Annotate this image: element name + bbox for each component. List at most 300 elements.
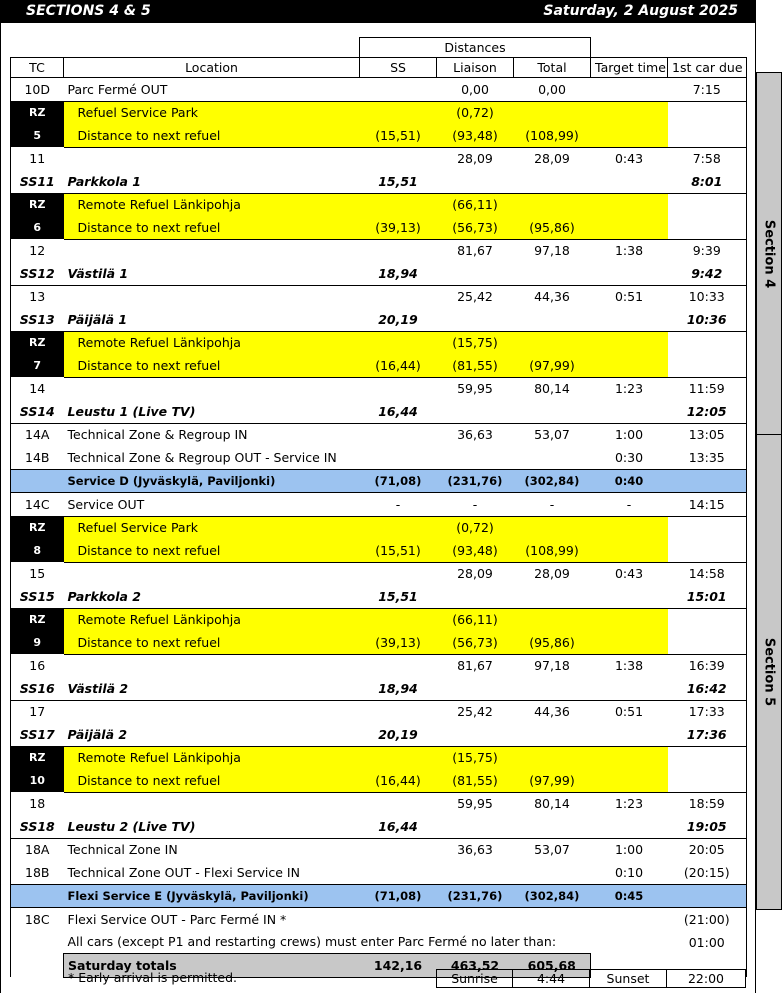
tc-cell: 13 xyxy=(11,285,64,308)
totals-ss: 142,16 xyxy=(360,954,437,978)
target-time-cell: 1:23 xyxy=(614,381,644,397)
liaison-cell: (93,48) xyxy=(437,539,514,562)
tc-cell: 10D xyxy=(11,78,64,102)
col-liaison: Liaison xyxy=(437,58,514,78)
total-cell xyxy=(514,170,591,193)
due-cell: 7:58 xyxy=(668,147,747,170)
ss-cell: 15,51 xyxy=(378,173,418,189)
liaison-cell: (0,72) xyxy=(437,516,514,539)
liaison-cell: (15,75) xyxy=(437,331,514,354)
tc-cell: 14C xyxy=(11,493,64,517)
liaison-cell: 36,63 xyxy=(437,838,514,861)
due-cell: 9:39 xyxy=(668,239,747,262)
liaison-cell: (231,76) xyxy=(437,884,514,908)
ss-cell xyxy=(360,331,437,354)
target-time-cell xyxy=(591,746,668,769)
location-cell xyxy=(64,562,360,585)
liaison-cell xyxy=(437,308,514,331)
total-cell: (97,99) xyxy=(514,354,591,377)
due-cell: 11:59 xyxy=(668,377,747,400)
sunset-label: Sunset xyxy=(589,969,667,988)
target-time-cell: - xyxy=(591,493,668,517)
tc-cell: SS14 xyxy=(11,400,64,423)
ss-cell xyxy=(360,193,437,216)
tc-cell: SS18 xyxy=(11,815,64,838)
target-time-cell xyxy=(591,815,668,838)
table-row xyxy=(11,78,747,102)
tc-cell: 9 xyxy=(11,631,64,654)
total-cell xyxy=(514,815,591,838)
col-location: Location xyxy=(64,58,360,78)
tc-cell: RZ xyxy=(11,331,64,354)
liaison-cell xyxy=(437,908,514,931)
ss-cell xyxy=(360,285,437,308)
target-time-cell: 1:00 xyxy=(591,838,668,861)
target-time-cell: 0:30 xyxy=(614,449,644,465)
due-cell xyxy=(668,746,747,769)
table-row xyxy=(11,493,747,517)
tc-cell: 18 xyxy=(11,792,64,815)
target-time-cell: 1:00 xyxy=(591,423,668,446)
ss-cell: (39,13) xyxy=(360,631,437,654)
ss-cell xyxy=(360,746,437,769)
liaison-cell xyxy=(437,446,514,469)
tc-cell xyxy=(11,469,64,493)
ss-cell xyxy=(360,147,437,170)
tc-cell: RZ xyxy=(11,608,64,631)
stage-row xyxy=(11,815,747,838)
due-cell xyxy=(668,216,747,239)
target-time-cell xyxy=(591,677,668,700)
total-cell: (108,99) xyxy=(514,124,591,147)
location-cell: Parkkola 2 xyxy=(67,588,141,604)
location-cell: Technical Zone IN xyxy=(64,838,360,861)
ss-cell xyxy=(360,654,437,677)
liaison-cell: 0,00 xyxy=(437,78,514,102)
tc-cell: SS15 xyxy=(11,585,64,608)
target-time-cell: 0:51 xyxy=(591,700,668,723)
due-cell xyxy=(668,539,747,562)
target-time-cell xyxy=(591,354,668,377)
stage-row xyxy=(11,585,747,608)
location-cell: Parkkola 1 xyxy=(67,173,141,189)
table-row xyxy=(11,285,747,308)
sections-title: SECTIONS 4 & 5 xyxy=(26,3,151,19)
tc-cell: RZ xyxy=(11,193,64,216)
liaison-cell xyxy=(437,400,514,423)
total-cell xyxy=(514,585,591,608)
ss-cell: (71,08) xyxy=(360,469,437,493)
section-5-tab xyxy=(756,434,782,910)
refuel-row xyxy=(11,516,747,539)
ss-cell xyxy=(360,516,437,539)
liaison-cell: (56,73) xyxy=(437,216,514,239)
liaison-cell: 28,09 xyxy=(457,151,493,167)
location-cell xyxy=(64,239,360,262)
stage-row xyxy=(11,262,747,285)
target-time-cell xyxy=(591,216,668,239)
due-cell: (20:15) xyxy=(668,861,747,884)
due-cell xyxy=(668,769,747,792)
liaison-cell xyxy=(437,815,514,838)
tc-cell: 17 xyxy=(11,700,64,723)
tc-cell: 16 xyxy=(11,654,64,677)
due-cell xyxy=(668,101,747,124)
total-cell xyxy=(514,516,591,539)
totals-label: Saturday totals xyxy=(64,954,360,978)
table-row xyxy=(11,377,747,400)
refuel-row xyxy=(11,331,747,354)
ss-cell: 16,44 xyxy=(378,403,418,419)
due-cell xyxy=(668,469,747,493)
location-cell: Service OUT xyxy=(64,493,360,517)
due-cell: 13:05 xyxy=(668,423,747,446)
liaison-cell: 36,63 xyxy=(437,423,514,446)
tc-cell: 11 xyxy=(11,147,64,170)
liaison-cell: (0,72) xyxy=(437,101,514,124)
location-cell xyxy=(64,147,360,170)
total-cell xyxy=(514,861,591,884)
section-4-label: Section 4 xyxy=(761,219,777,288)
ss-cell xyxy=(360,861,437,884)
location-cell: All cars (except P1 and restarting crews) must enter Parc Fermé no later than: xyxy=(67,934,557,950)
location-cell: Service D (Jyväskylä, Paviljonki) xyxy=(64,469,360,493)
liaison-cell: 59,95 xyxy=(457,796,493,812)
tc-cell: RZ xyxy=(11,101,64,124)
refuel-row xyxy=(11,539,747,562)
refuel-row xyxy=(11,608,747,631)
due-cell: 17:36 xyxy=(668,723,747,746)
ss-cell: 15,51 xyxy=(378,588,418,604)
table-row xyxy=(11,654,747,677)
tc-cell: 14B xyxy=(11,446,64,469)
refuel-row xyxy=(11,216,747,239)
due-cell: 19:05 xyxy=(668,815,747,838)
service-row xyxy=(11,884,747,908)
total-cell: - xyxy=(514,493,591,517)
ss-cell: (16,44) xyxy=(360,354,437,377)
sunrise-value: 4:44 xyxy=(512,969,590,988)
ss-cell: (15,51) xyxy=(360,539,437,562)
liaison-cell xyxy=(437,677,514,700)
tc-cell: SS11 xyxy=(11,170,64,193)
refuel-row xyxy=(11,101,747,124)
total-cell xyxy=(514,400,591,423)
liaison-cell: 25,42 xyxy=(437,700,514,723)
due-cell xyxy=(668,124,747,147)
liaison-cell: - xyxy=(437,493,514,517)
due-cell: 12:05 xyxy=(668,400,747,423)
location-cell: Distance to next refuel xyxy=(64,216,360,239)
target-time-cell xyxy=(591,631,668,654)
table-row xyxy=(11,931,747,954)
location-cell: Remote Refuel Länkipohja xyxy=(64,331,360,354)
ss-cell: 20,19 xyxy=(378,311,418,327)
liaison-cell: 28,09 xyxy=(457,566,493,582)
location-cell: Flexi Service E (Jyväskylä, Paviljonki) xyxy=(64,884,360,908)
table-row xyxy=(11,700,747,723)
ss-cell xyxy=(360,792,437,815)
ss-cell xyxy=(360,78,437,102)
tc-cell: 7 xyxy=(11,354,64,377)
ss-cell xyxy=(360,700,437,723)
target-time-cell xyxy=(591,101,668,124)
due-cell xyxy=(668,608,747,631)
total-cell xyxy=(514,308,591,331)
distances-header: Distances xyxy=(360,38,591,58)
location-cell xyxy=(64,700,360,723)
liaison-cell: (81,55) xyxy=(437,769,514,792)
tc-cell: 14A xyxy=(11,423,64,446)
itinerary-table xyxy=(10,37,747,978)
due-cell xyxy=(668,631,747,654)
location-cell: Distance to next refuel xyxy=(64,354,360,377)
due-cell: 10:33 xyxy=(668,285,747,308)
itinerary-rows xyxy=(11,78,747,954)
total-cell xyxy=(514,723,591,746)
table-row xyxy=(11,423,747,446)
due-cell: 20:05 xyxy=(668,838,747,861)
target-time-cell xyxy=(591,769,668,792)
location-cell: Parc Fermé OUT xyxy=(64,78,360,102)
location-cell: Flexi Service OUT - Parc Fermé IN * xyxy=(64,908,360,931)
liaison-cell: 81,67 xyxy=(457,658,493,674)
total-cell: 28,09 xyxy=(534,566,570,582)
tc-cell: 8 xyxy=(11,539,64,562)
title-bar xyxy=(0,0,756,23)
due-cell: 14:58 xyxy=(668,562,747,585)
total-cell: (108,99) xyxy=(514,539,591,562)
target-time-cell xyxy=(591,908,668,931)
target-time-cell xyxy=(591,400,668,423)
ss-cell xyxy=(360,239,437,262)
refuel-row xyxy=(11,631,747,654)
target-time-cell xyxy=(591,124,668,147)
target-time-cell xyxy=(591,516,668,539)
col-target-time: Target time xyxy=(591,58,668,78)
stage-row xyxy=(11,308,747,331)
tc-cell: 10 xyxy=(11,769,64,792)
tc-cell: SS13 xyxy=(11,308,64,331)
table-row xyxy=(11,792,747,815)
table-row xyxy=(11,562,747,585)
tc-cell: 18A xyxy=(11,838,64,861)
section-5-label: Section 5 xyxy=(761,637,777,707)
liaison-cell: (56,73) xyxy=(437,631,514,654)
total-cell xyxy=(514,746,591,769)
tc-cell: 18C xyxy=(11,908,64,931)
ss-cell xyxy=(360,101,437,124)
tc-cell: RZ xyxy=(11,746,64,769)
due-cell: 01:00 xyxy=(668,931,747,954)
ss-cell xyxy=(360,423,437,446)
target-time-cell: 0:43 xyxy=(614,151,644,167)
ss-cell: 18,94 xyxy=(378,680,418,696)
total-cell: 97,18 xyxy=(534,243,570,259)
refuel-row xyxy=(11,124,747,147)
due-cell: 14:15 xyxy=(668,493,747,517)
liaison-cell xyxy=(437,262,514,285)
liaison-cell xyxy=(437,585,514,608)
location-cell: Leustu 1 (Live TV) xyxy=(67,403,196,419)
location-cell xyxy=(64,285,360,308)
table-row xyxy=(11,908,747,931)
total-cell: 44,36 xyxy=(514,700,591,723)
location-cell: Technical Zone & Regroup IN xyxy=(64,423,360,446)
due-cell: 15:01 xyxy=(668,585,747,608)
target-time-cell xyxy=(591,308,668,331)
total-cell: 80,14 xyxy=(534,381,570,397)
target-time-cell: 0:51 xyxy=(591,285,668,308)
stage-row xyxy=(11,400,747,423)
liaison-cell: (66,11) xyxy=(437,608,514,631)
refuel-row xyxy=(11,769,747,792)
due-cell xyxy=(668,884,747,908)
liaison-cell: (93,48) xyxy=(437,124,514,147)
sunrise-label: Sunrise xyxy=(436,969,513,988)
date-title: Saturday, 2 August 2025 xyxy=(543,3,738,19)
tc-cell: SS16 xyxy=(11,677,64,700)
location-cell: Distance to next refuel xyxy=(64,631,360,654)
section-4-tab xyxy=(756,72,782,435)
table-row xyxy=(11,446,747,469)
total-cell xyxy=(514,262,591,285)
table-row xyxy=(11,147,747,170)
stage-row xyxy=(11,723,747,746)
location-cell: Refuel Service Park xyxy=(64,101,360,124)
table-row xyxy=(11,838,747,861)
ss-cell: 18,94 xyxy=(378,265,418,281)
target-time-cell xyxy=(591,608,668,631)
location-cell: Remote Refuel Länkipohja xyxy=(64,746,360,769)
total-cell: (302,84) xyxy=(514,469,591,493)
refuel-row xyxy=(11,746,747,769)
location-cell: Refuel Service Park xyxy=(64,516,360,539)
liaison-cell xyxy=(437,170,514,193)
target-time-cell: 0:10 xyxy=(614,864,644,880)
total-cell: 53,07 xyxy=(514,423,591,446)
target-time-cell xyxy=(591,539,668,562)
ss-cell xyxy=(360,377,437,400)
tc-cell xyxy=(11,884,64,908)
location-cell: Remote Refuel Länkipohja xyxy=(64,608,360,631)
liaison-cell: (15,75) xyxy=(437,746,514,769)
liaison-cell xyxy=(437,723,514,746)
ss-cell xyxy=(360,446,437,469)
refuel-row xyxy=(11,354,747,377)
refuel-row xyxy=(11,193,747,216)
target-time-cell xyxy=(591,78,668,102)
tc-cell: 5 xyxy=(11,124,64,147)
due-cell: 7:15 xyxy=(668,78,747,102)
col-ss: SS xyxy=(360,58,437,78)
target-time-cell: 0:45 xyxy=(591,884,668,908)
total-cell: (97,99) xyxy=(514,769,591,792)
col-tc: TC xyxy=(11,58,64,78)
total-cell xyxy=(514,331,591,354)
due-cell: 16:42 xyxy=(668,677,747,700)
total-cell xyxy=(514,608,591,631)
col-total: Total xyxy=(514,58,591,78)
target-time-cell: 0:43 xyxy=(614,566,644,582)
target-time-cell: 1:23 xyxy=(614,796,644,812)
target-time-cell xyxy=(591,331,668,354)
total-cell xyxy=(514,908,591,931)
tc-cell xyxy=(11,931,64,954)
due-cell: 13:35 xyxy=(668,446,747,469)
totals-total: 605,68 xyxy=(514,954,591,978)
ss-cell: (39,13) xyxy=(360,216,437,239)
total-cell xyxy=(514,101,591,124)
tc-cell: 15 xyxy=(11,562,64,585)
ss-cell: - xyxy=(360,493,437,517)
target-time-cell: 0:40 xyxy=(591,469,668,493)
location-cell: Distance to next refuel xyxy=(64,124,360,147)
total-cell xyxy=(514,193,591,216)
stage-row xyxy=(11,170,747,193)
due-cell xyxy=(668,516,747,539)
ss-cell xyxy=(360,838,437,861)
liaison-cell: (66,11) xyxy=(437,193,514,216)
total-cell: 53,07 xyxy=(514,838,591,861)
tc-cell: 18B xyxy=(11,861,64,884)
location-cell xyxy=(64,792,360,815)
due-cell: (21:00) xyxy=(668,908,747,931)
total-cell: 28,09 xyxy=(534,151,570,167)
ss-cell: 16,44 xyxy=(378,818,418,834)
liaison-cell xyxy=(437,861,514,884)
tc-cell: RZ xyxy=(11,516,64,539)
location-cell: Västilä 2 xyxy=(67,680,129,696)
total-cell xyxy=(514,677,591,700)
location-cell: Päijälä 2 xyxy=(67,726,128,742)
location-cell: Päijälä 1 xyxy=(67,311,128,327)
early-arrival-note: * Early arrival is permitted. xyxy=(68,970,238,985)
liaison-cell: 25,42 xyxy=(437,285,514,308)
target-time-cell: 1:38 xyxy=(614,243,644,259)
location-cell xyxy=(64,377,360,400)
due-cell: 16:39 xyxy=(668,654,747,677)
target-time-cell xyxy=(591,170,668,193)
liaison-cell: (81,55) xyxy=(437,354,514,377)
tc-cell: 14 xyxy=(11,377,64,400)
sunset-value: 22:00 xyxy=(666,969,746,988)
target-time-cell: 1:38 xyxy=(614,658,644,674)
liaison-cell: 59,95 xyxy=(457,381,493,397)
target-time-cell xyxy=(591,931,668,954)
ss-cell xyxy=(360,908,437,931)
tc-cell: 12 xyxy=(11,239,64,262)
total-cell: (302,84) xyxy=(514,884,591,908)
location-cell xyxy=(64,654,360,677)
location-cell: Distance to next refuel xyxy=(64,769,360,792)
tc-cell: SS12 xyxy=(11,262,64,285)
total-cell: (95,86) xyxy=(514,216,591,239)
due-cell: 9:42 xyxy=(668,262,747,285)
due-cell: 10:36 xyxy=(668,308,747,331)
location-cell: Leustu 2 (Live TV) xyxy=(67,818,196,834)
col-first-car-due: 1st car due xyxy=(668,58,747,78)
target-time-cell xyxy=(591,723,668,746)
total-cell: 0,00 xyxy=(514,78,591,102)
total-cell xyxy=(514,446,591,469)
table-row xyxy=(11,861,747,884)
ss-cell xyxy=(360,562,437,585)
tc-cell: 6 xyxy=(11,216,64,239)
target-time-cell xyxy=(591,262,668,285)
service-row xyxy=(11,469,747,493)
ss-cell: (71,08) xyxy=(360,884,437,908)
